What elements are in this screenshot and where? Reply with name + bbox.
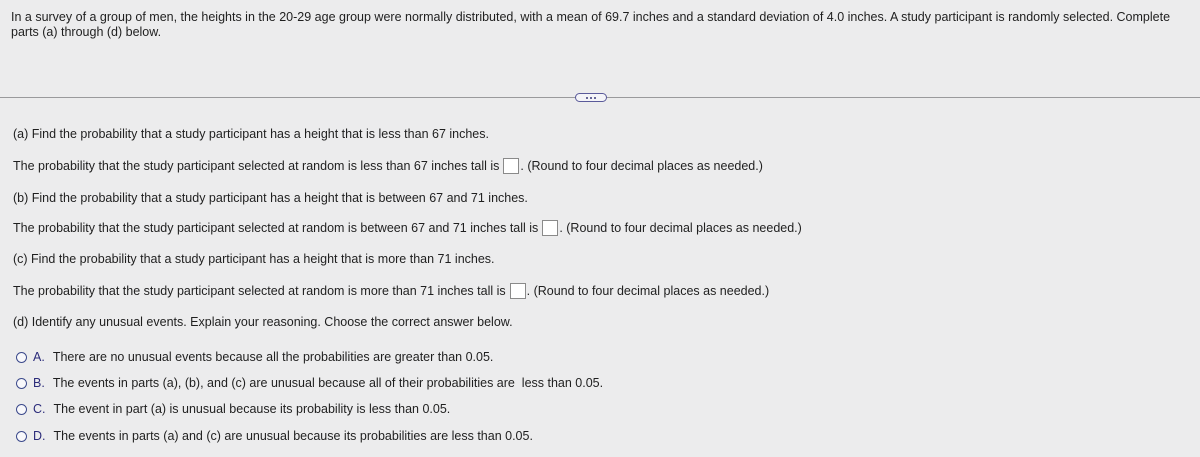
option-text: The events in parts (a) and (c) are unusual because its probabilities are less than 0.05. bbox=[53, 429, 533, 443]
option-c[interactable] bbox=[16, 402, 450, 417]
problem-intro: In a survey of a group of men, the heights in the 20-29 age group were normally distributed, with a mean of 69.7 inches and a standard deviation of 4.0 inches. A study participant is randomly selected. Complete parts (a) through (d) below. bbox=[11, 10, 1171, 39]
part-b-prompt: The probability that the study participant selected at random is between 67 and 71 inches tall is bbox=[13, 220, 539, 235]
part-a-prompt: The probability that the study participant selected at random is less than 67 inches tall is bbox=[13, 158, 500, 173]
part-c-answer-input[interactable] bbox=[510, 283, 526, 299]
option-letter: A. bbox=[33, 350, 45, 364]
option-letter: B. bbox=[33, 376, 45, 390]
part-b-question: (b) Find the probability that a study participant has a height that is between 67 and 71 inches. bbox=[13, 191, 528, 205]
part-d-question: (d) Identify any unusual events. Explain your reasoning. Choose the correct answer below. bbox=[13, 315, 513, 329]
radio-button[interactable] bbox=[16, 404, 27, 415]
part-c-prompt: The probability that the study participant selected at random is more than 71 inches tall is bbox=[13, 283, 506, 298]
option-b[interactable] bbox=[16, 376, 603, 391]
part-b-answer-row bbox=[13, 220, 802, 236]
dot-icon bbox=[594, 97, 596, 99]
part-a-answer-row bbox=[13, 158, 763, 174]
option-text: The events in parts (a), (b), and (c) are unusual because all of their probabilities are less than 0.05. bbox=[52, 376, 604, 390]
radio-button[interactable] bbox=[16, 352, 27, 363]
dot-icon bbox=[590, 97, 592, 99]
radio-button[interactable] bbox=[16, 431, 27, 442]
radio-button[interactable] bbox=[16, 378, 27, 389]
part-a-question: (a) Find the probability that a study participant has a height that is less than 67 inches. bbox=[13, 127, 489, 141]
dot-icon bbox=[586, 97, 588, 99]
more-options-button[interactable] bbox=[575, 93, 607, 102]
part-b-answer-input[interactable] bbox=[542, 220, 558, 236]
part-c-answer-row bbox=[13, 283, 769, 299]
option-text: The event in part (a) is unusual because its probability is less than 0.05. bbox=[53, 402, 451, 416]
option-a[interactable] bbox=[16, 350, 493, 365]
part-c-question: (c) Find the probability that a study participant has a height that is more than 71 inches. bbox=[13, 252, 495, 266]
part-b-hint: . (Round to four decimal places as needed.) bbox=[559, 220, 802, 235]
part-a-hint: . (Round to four decimal places as needed.) bbox=[520, 158, 763, 173]
part-a-answer-input[interactable] bbox=[503, 158, 519, 174]
option-text: There are no unusual events because all the probabilities are greater than 0.05. bbox=[52, 350, 494, 364]
option-letter: C. bbox=[33, 402, 46, 416]
part-c-hint: . (Round to four decimal places as needed.) bbox=[526, 283, 770, 298]
option-d[interactable] bbox=[16, 429, 533, 444]
option-letter: D. bbox=[33, 429, 46, 443]
